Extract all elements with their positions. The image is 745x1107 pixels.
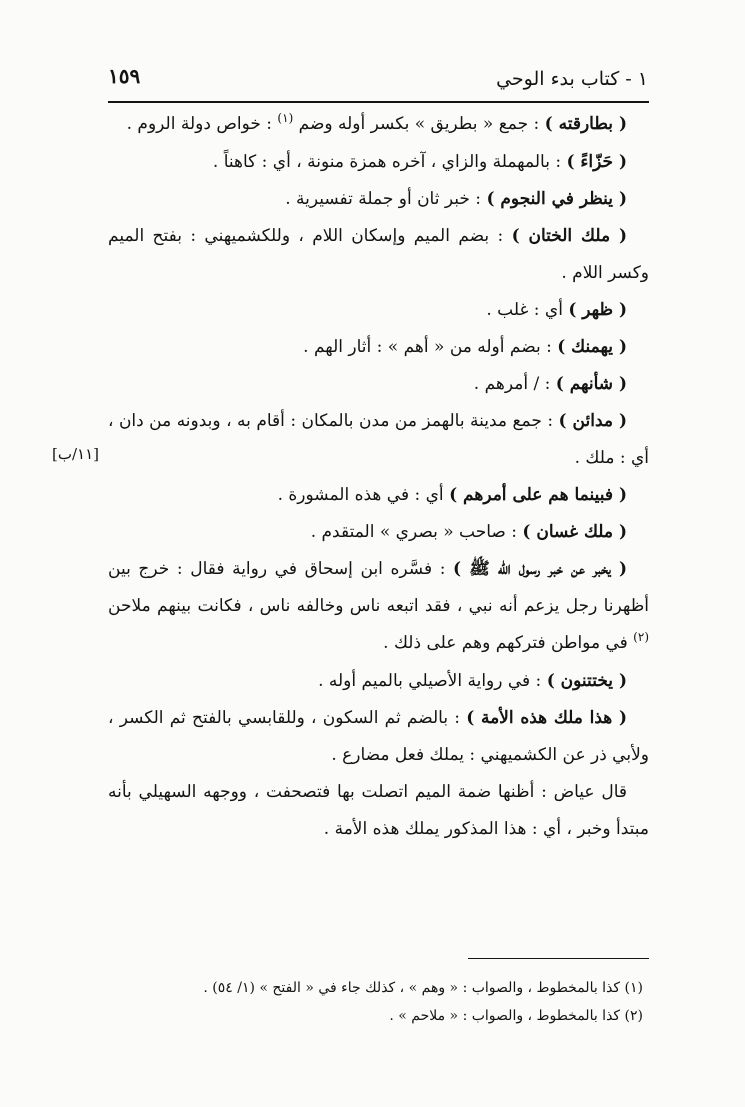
entry-text: أي : في هذه المشورة . [277,485,450,505]
footnote-1: (١) كذا بالمخطوط ، والصواب : « وهم » ، كذلك جاء في « الفتح » (١/ ٥٤) . [203,980,643,996]
entry-lemma: ( يهمنك ) [557,337,627,357]
footnote-rule [468,958,649,959]
entry-zahara [108,292,649,329]
entry-yukhbiru [108,551,649,663]
entry-text: أي : غلب . [486,300,569,320]
entry-yanzur [108,181,649,218]
page-header [108,60,648,102]
closing-paragraph: قال عياض : أظنها ضمة الميم اتصلت بها فتصحفت ، ووجهه السهيلي بأنه مبتدأ وخبر ، أي : هذا المذكور يملك هذه الأمة . [108,782,649,839]
footnote-ref: (٢) [633,630,649,644]
entry-lemma: ( يخبر عن خبر رسول الله ﷺ ) [453,559,627,579]
entry-bataariqatuhu [108,106,649,144]
entry-text: : جمع مدينة بالهمز من مدن بالمكان : أقام به ، وبدونه من دان ، أي : ملك . [108,411,649,468]
entry-malik-ghassan [108,514,649,551]
entry-hazzaa [108,144,649,181]
entry-fabaynama [108,477,649,514]
entry-text: : جمع « بطريق » بكسر أوله وضم [293,114,545,134]
entry-text: : صاحب « بصري » المتقدم . [310,522,523,542]
entry-lemma: ( فبينما هم على أمرهم ) [449,485,627,505]
entry-lemma: ( بطارقته ) [544,114,627,134]
entry-text: : بالمهملة والزاي ، آخره همزة منونة ، أي : كاهناً . [212,152,567,172]
entry-text: : خواص دولة الروم . [126,114,278,134]
entry-hadha-mulk [108,700,649,774]
entry-yuhimmannaka [108,329,649,366]
entry-text: : بالضم ثم السكون ، وللقابسي بالفتح ثم الكسر ، ولأبي ذر عن الكشميهني : يملك فعل مضارع . [108,708,649,765]
entry-yakhtatinun [108,663,649,700]
entry-lemma: ( مدائن ) [558,411,627,431]
entry-text: في مواطن فتركهم وهم على ذلك . [383,633,634,653]
entry-lemma: ( ملك الختان ) [511,226,627,246]
entry-madaain [108,403,649,477]
page-number: ١٥٩ [108,64,141,88]
footnotes [108,974,649,1030]
running-title: ١ - كتاب بدء الوحي [496,68,648,90]
manuscript-folio-note: [١١/ب] [52,445,100,463]
entry-text: : / أمرهم . [473,374,556,394]
commentary-body [108,106,649,848]
entry-lemma: ( شأنهم ) [555,374,627,394]
entry-lemma: ( حَزّاءً ) [566,152,627,172]
entry-text: : خبر ثان أو جملة تفسيرية . [285,189,487,209]
entry-malik-al-khitan [108,218,649,292]
entry-lemma: ( ظهر ) [568,300,627,320]
entry-lemma: ( ينظر في النجوم ) [486,189,627,209]
entry-text: : بضم أوله من « أهم » : أثار الهم . [303,337,558,357]
entry-lemma: ( هذا ملك هذه الأمة ) [466,708,627,728]
entry-text: : فسَّره ابن إسحاق في رواية فقال : خرج بين أظهرنا رجل يزعم أنه نبي ، فقد اتبعه ناس وخالفه ناس ، فكانت بينهم ملاحن [108,559,649,616]
entry-text: : في رواية الأصيلي بالميم أوله . [318,671,547,691]
entry-shanuhum [108,366,649,403]
entry-text: : بضم الميم وإسكان اللام ، وللكشميهني : بفتح الميم وكسر اللام . [108,226,649,283]
entry-lemma: ( يختتنون ) [546,671,627,691]
header-rule [108,101,649,103]
entry-lemma: ( ملك غسان ) [522,522,627,542]
footnote-ref: (١) [277,111,294,125]
footnote-2: (٢) كذا بالمخطوط ، والصواب : « ملاحم » . [389,1008,643,1024]
